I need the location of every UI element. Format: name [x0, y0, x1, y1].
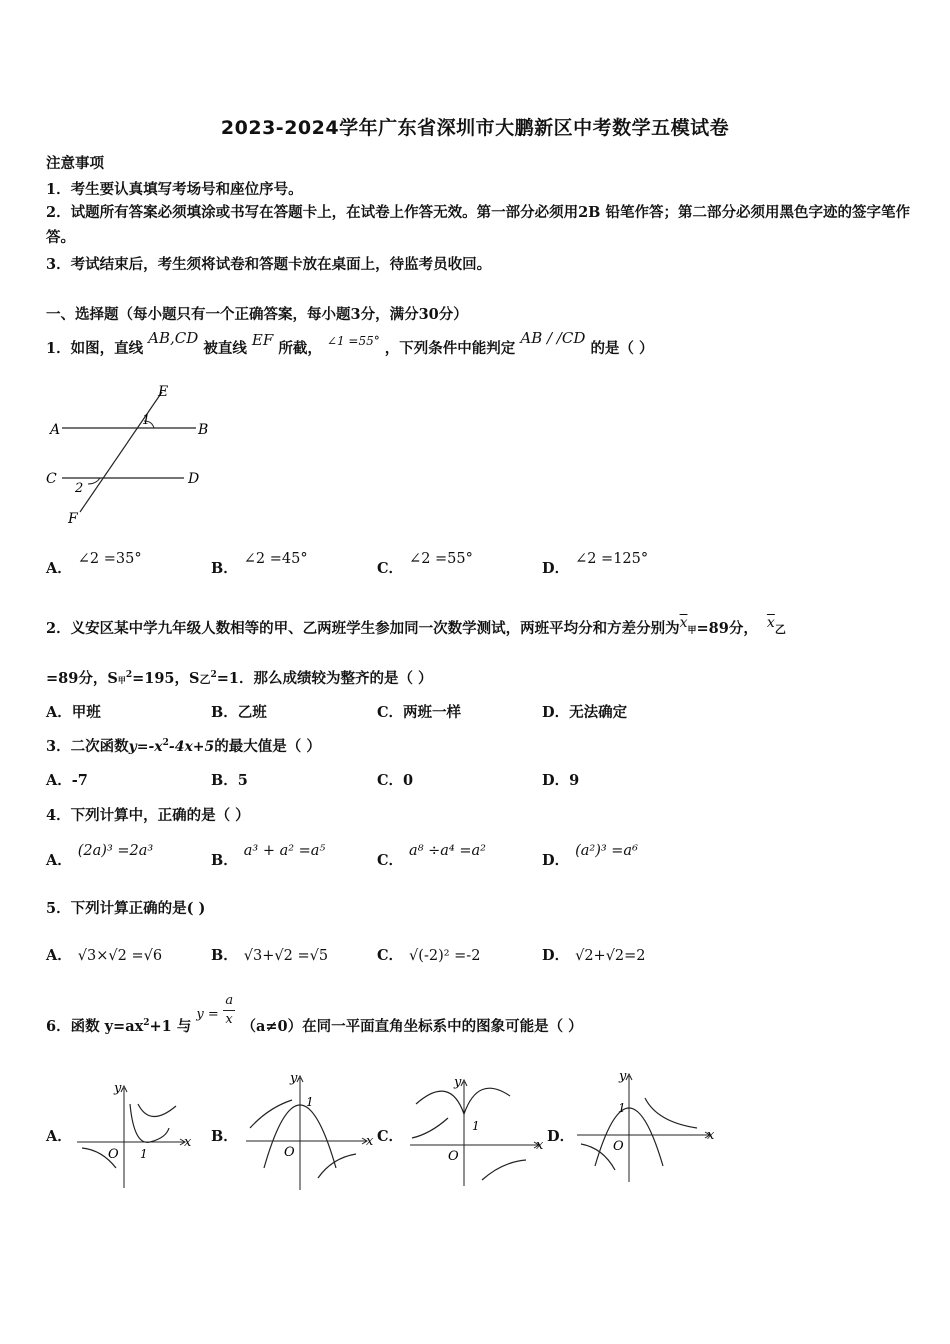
q6-frac-bar — [223, 1010, 235, 1011]
notice-item-2: 2．试题所有答案必须填涂或书写在答题卡上，在试卷上作答无效。第一部分必须用2B 铅笔作答；第二部分必须用黑色字迹的签字笔作答。 — [46, 204, 910, 246]
q6-graph-b — [238, 1068, 378, 1196]
q6a-one-label: 1 — [140, 1147, 148, 1161]
q3-option-c-text: 0 — [403, 772, 414, 789]
q5-option-b-label: B． — [211, 947, 238, 964]
q6-option-b-label[interactable]: B． — [211, 1128, 238, 1145]
q3-option-d-label: D． — [542, 772, 570, 789]
q1-text-5: 的是（ ） — [590, 340, 654, 357]
q6-option-a-label[interactable]: A． — [46, 1128, 72, 1145]
q6-frac-den: x — [225, 1012, 233, 1027]
q5-option-a-label: A． — [46, 947, 72, 964]
q3-option-c-label: C． — [377, 772, 404, 789]
q2-option-d-label: D． — [542, 704, 570, 721]
q3-option-a-label: A． — [46, 772, 72, 789]
q1-option-d[interactable] — [542, 551, 649, 578]
q5-option-d-math: √2+√2=2 — [575, 948, 646, 964]
q6a-x-label: x — [184, 1135, 192, 1150]
q1-option-b-math: ∠2 =45° — [243, 551, 308, 567]
q1-math-abcd: AB,CD — [148, 329, 199, 347]
question-6-stem — [46, 993, 583, 1037]
q1-text-2: 被直线 — [203, 340, 247, 357]
q1-label-d: D — [188, 471, 200, 487]
q2-option-a-label: A． — [46, 704, 72, 721]
q1-text-1: 1．如图，直线 — [46, 340, 144, 357]
notice-item-3: 3．考试结束后，考生须将试卷和答题卡放在桌面上，待监考员收回。 — [46, 256, 492, 273]
q2-sq-2: 2 — [210, 670, 217, 681]
q1-text-3: 所截， — [278, 340, 322, 357]
q6-sq: 2 — [143, 1018, 150, 1029]
q1-text-4: ，下列条件中能判定 — [384, 340, 516, 357]
q4-option-c-math: a⁸ ÷a⁴ =a² — [409, 843, 486, 859]
q6-graph-d — [573, 1066, 723, 1186]
q1-label-a: A — [50, 422, 61, 438]
question-2-stem — [46, 617, 786, 638]
q3-option-b[interactable] — [211, 769, 248, 790]
q2-text-4: =195，S — [132, 670, 200, 687]
q1-label-b: B — [198, 422, 209, 438]
q4-option-b[interactable] — [211, 843, 326, 870]
q1-math-ef: EF — [251, 331, 274, 349]
q1-figure — [44, 380, 224, 530]
q6b-y-label: y — [290, 1071, 298, 1086]
q5-option-b[interactable] — [211, 944, 328, 965]
q2-sq-1: 2 — [125, 670, 133, 681]
q2-s-jia: 甲 — [117, 675, 126, 685]
q6c-one-label: 1 — [472, 1119, 480, 1133]
q4-option-a-label: A． — [46, 852, 72, 869]
q6c-origin-label: O — [448, 1149, 459, 1164]
q6-text-2: +1 与 — [149, 1018, 192, 1035]
page-title: 2023-2024学年广东省深圳市大鹏新区中考数学五模试卷 — [220, 117, 730, 139]
q5-option-c-label: C． — [377, 947, 404, 964]
q4-option-c-label: C． — [377, 852, 404, 869]
q5-option-c[interactable] — [377, 944, 480, 965]
q1-option-c-math: ∠2 =55° — [409, 551, 473, 567]
q6-text-1: 6．函数 y=ax — [46, 1018, 144, 1035]
q4-option-a-math: (2a)³ =2a³ — [77, 843, 154, 859]
q2-text-1: 2．义安区某中学九年级人数相等的甲、乙两班学生参加同一次数学测试，两班平均分和方差分别为 — [46, 620, 680, 637]
q1-math-parallel: AB / /CD — [520, 329, 586, 347]
q6b-one-label: 1 — [306, 1095, 314, 1109]
q3-option-c[interactable] — [377, 769, 413, 790]
q6d-origin-label: O — [613, 1139, 624, 1154]
q3-option-a-text: -7 — [71, 772, 88, 789]
q5-option-a-math: √3×√2 =√6 — [77, 948, 163, 964]
q1-math-angle1: ∠1 =55° — [326, 334, 380, 348]
q2-option-d-text: 无法确定 — [569, 704, 628, 721]
q6-graph-a — [72, 1076, 197, 1194]
q3-option-b-text: 5 — [237, 772, 248, 789]
q1-option-c[interactable] — [377, 551, 473, 578]
q6a-origin-label: O — [108, 1147, 119, 1162]
section-heading: 一、选择题（每小题只有一个正确答案，每小题3分，满分30分） — [46, 306, 468, 323]
notice-item-1: 1．考生要认真填写考场号和座位序号。 — [46, 181, 303, 198]
q6-frac-num: a — [225, 993, 234, 1008]
q5-option-a[interactable] — [46, 944, 162, 965]
q3-option-d[interactable] — [542, 769, 579, 790]
q1-option-a-math: ∠2 =35° — [77, 551, 142, 567]
q2-option-b-label: B． — [211, 704, 238, 721]
notice-heading: 注意事项 — [46, 155, 104, 172]
q1-option-d-label: D． — [542, 560, 570, 577]
q1-option-a-label: A． — [46, 560, 72, 577]
q2-option-b-text: 乙班 — [237, 704, 267, 721]
q4-option-d-label: D． — [542, 852, 570, 869]
q2-option-c-label: C． — [377, 704, 404, 721]
q1-option-b[interactable] — [211, 551, 308, 578]
q2-text-2: =89分， — [696, 620, 758, 637]
question-3-stem — [46, 735, 321, 756]
question-2-stem-cont — [46, 667, 433, 688]
q3-math-1: y=-x — [128, 739, 163, 755]
q4-option-b-label: B． — [211, 852, 238, 869]
q5-option-c-math: √(-2)² =-2 — [409, 948, 481, 964]
q6-text-3: （a≠0）在同一平面直角坐标系中的图象可能是（ ） — [241, 1018, 583, 1035]
q3-sq: 2 — [162, 738, 169, 749]
q1-option-b-label: B． — [211, 560, 238, 577]
q5-option-d-label: D． — [542, 947, 570, 964]
q1-option-d-math: ∠2 =125° — [575, 551, 649, 567]
q1-option-a[interactable] — [46, 551, 142, 578]
q3-math-2: -4x+5 — [168, 739, 215, 755]
q6a-y-label: y — [114, 1081, 122, 1096]
q6-fraction — [196, 993, 236, 1037]
q6-option-c-label[interactable]: C． — [377, 1128, 404, 1145]
q6-option-d-label[interactable]: D． — [547, 1128, 575, 1145]
q6d-x-label: x — [707, 1128, 715, 1143]
q2-sub-yi: 乙 — [774, 623, 786, 636]
q2-text-3: =89分，S — [46, 670, 118, 687]
q2-option-c-text: 两班一样 — [403, 704, 462, 721]
q4-option-a[interactable] — [46, 843, 154, 870]
q4-option-c[interactable] — [377, 843, 486, 870]
q1-label-c: C — [46, 471, 57, 487]
q3-text-2: 的最大值是（ ） — [214, 738, 321, 755]
q6c-x-label: x — [536, 1138, 544, 1153]
q1-label-f: F — [68, 511, 78, 527]
q2-option-d[interactable] — [542, 701, 627, 722]
q5-option-b-math: √3+√2 =√5 — [243, 948, 329, 964]
q4-option-d[interactable] — [542, 843, 638, 870]
q6-graph-c — [402, 1070, 550, 1190]
q1-label-e: E — [158, 384, 169, 400]
q3-option-d-text: 9 — [569, 772, 580, 789]
q2-xbar-yi: $\overline{x}$ — [766, 615, 775, 631]
q2-option-c[interactable] — [377, 701, 461, 722]
q5-option-d[interactable] — [542, 944, 646, 965]
q2-option-a[interactable] — [46, 701, 101, 722]
q6b-origin-label: O — [284, 1145, 295, 1160]
q4-option-b-math: a³ + a² =a⁵ — [243, 843, 326, 859]
q2-option-a-text: 甲班 — [71, 704, 101, 721]
q2-option-b[interactable] — [211, 701, 267, 722]
q3-text-1: 3．二次函数 — [46, 738, 129, 755]
q1-option-c-label: C． — [377, 560, 404, 577]
q2-xbar-jia: $\overline{x}$ — [679, 615, 688, 631]
q2-s-yi: 乙 — [199, 673, 211, 686]
q6-frac-left: y = — [196, 1007, 219, 1022]
q1-label-1: 1 — [142, 413, 151, 428]
q3-option-b-label: B． — [211, 772, 238, 789]
q1-label-2: 2 — [75, 481, 84, 496]
question-5-stem: 5．下列计算正确的是( ) — [46, 900, 206, 917]
q4-option-d-math: (a²)³ =a⁶ — [575, 843, 638, 859]
q6d-one-label: 1 — [618, 1101, 626, 1115]
q6d-y-label: y — [619, 1069, 627, 1084]
q6b-x-label: x — [366, 1134, 374, 1149]
q3-option-a[interactable] — [46, 769, 88, 790]
question-1-stem — [46, 329, 654, 358]
q6c-y-label: y — [454, 1075, 462, 1090]
question-4-stem: 4．下列计算中，正确的是（ ） — [46, 807, 250, 824]
q2-sub-jia: 甲 — [687, 626, 697, 636]
q2-text-5: =1．那么成绩较为整齐的是（ ） — [216, 670, 433, 687]
